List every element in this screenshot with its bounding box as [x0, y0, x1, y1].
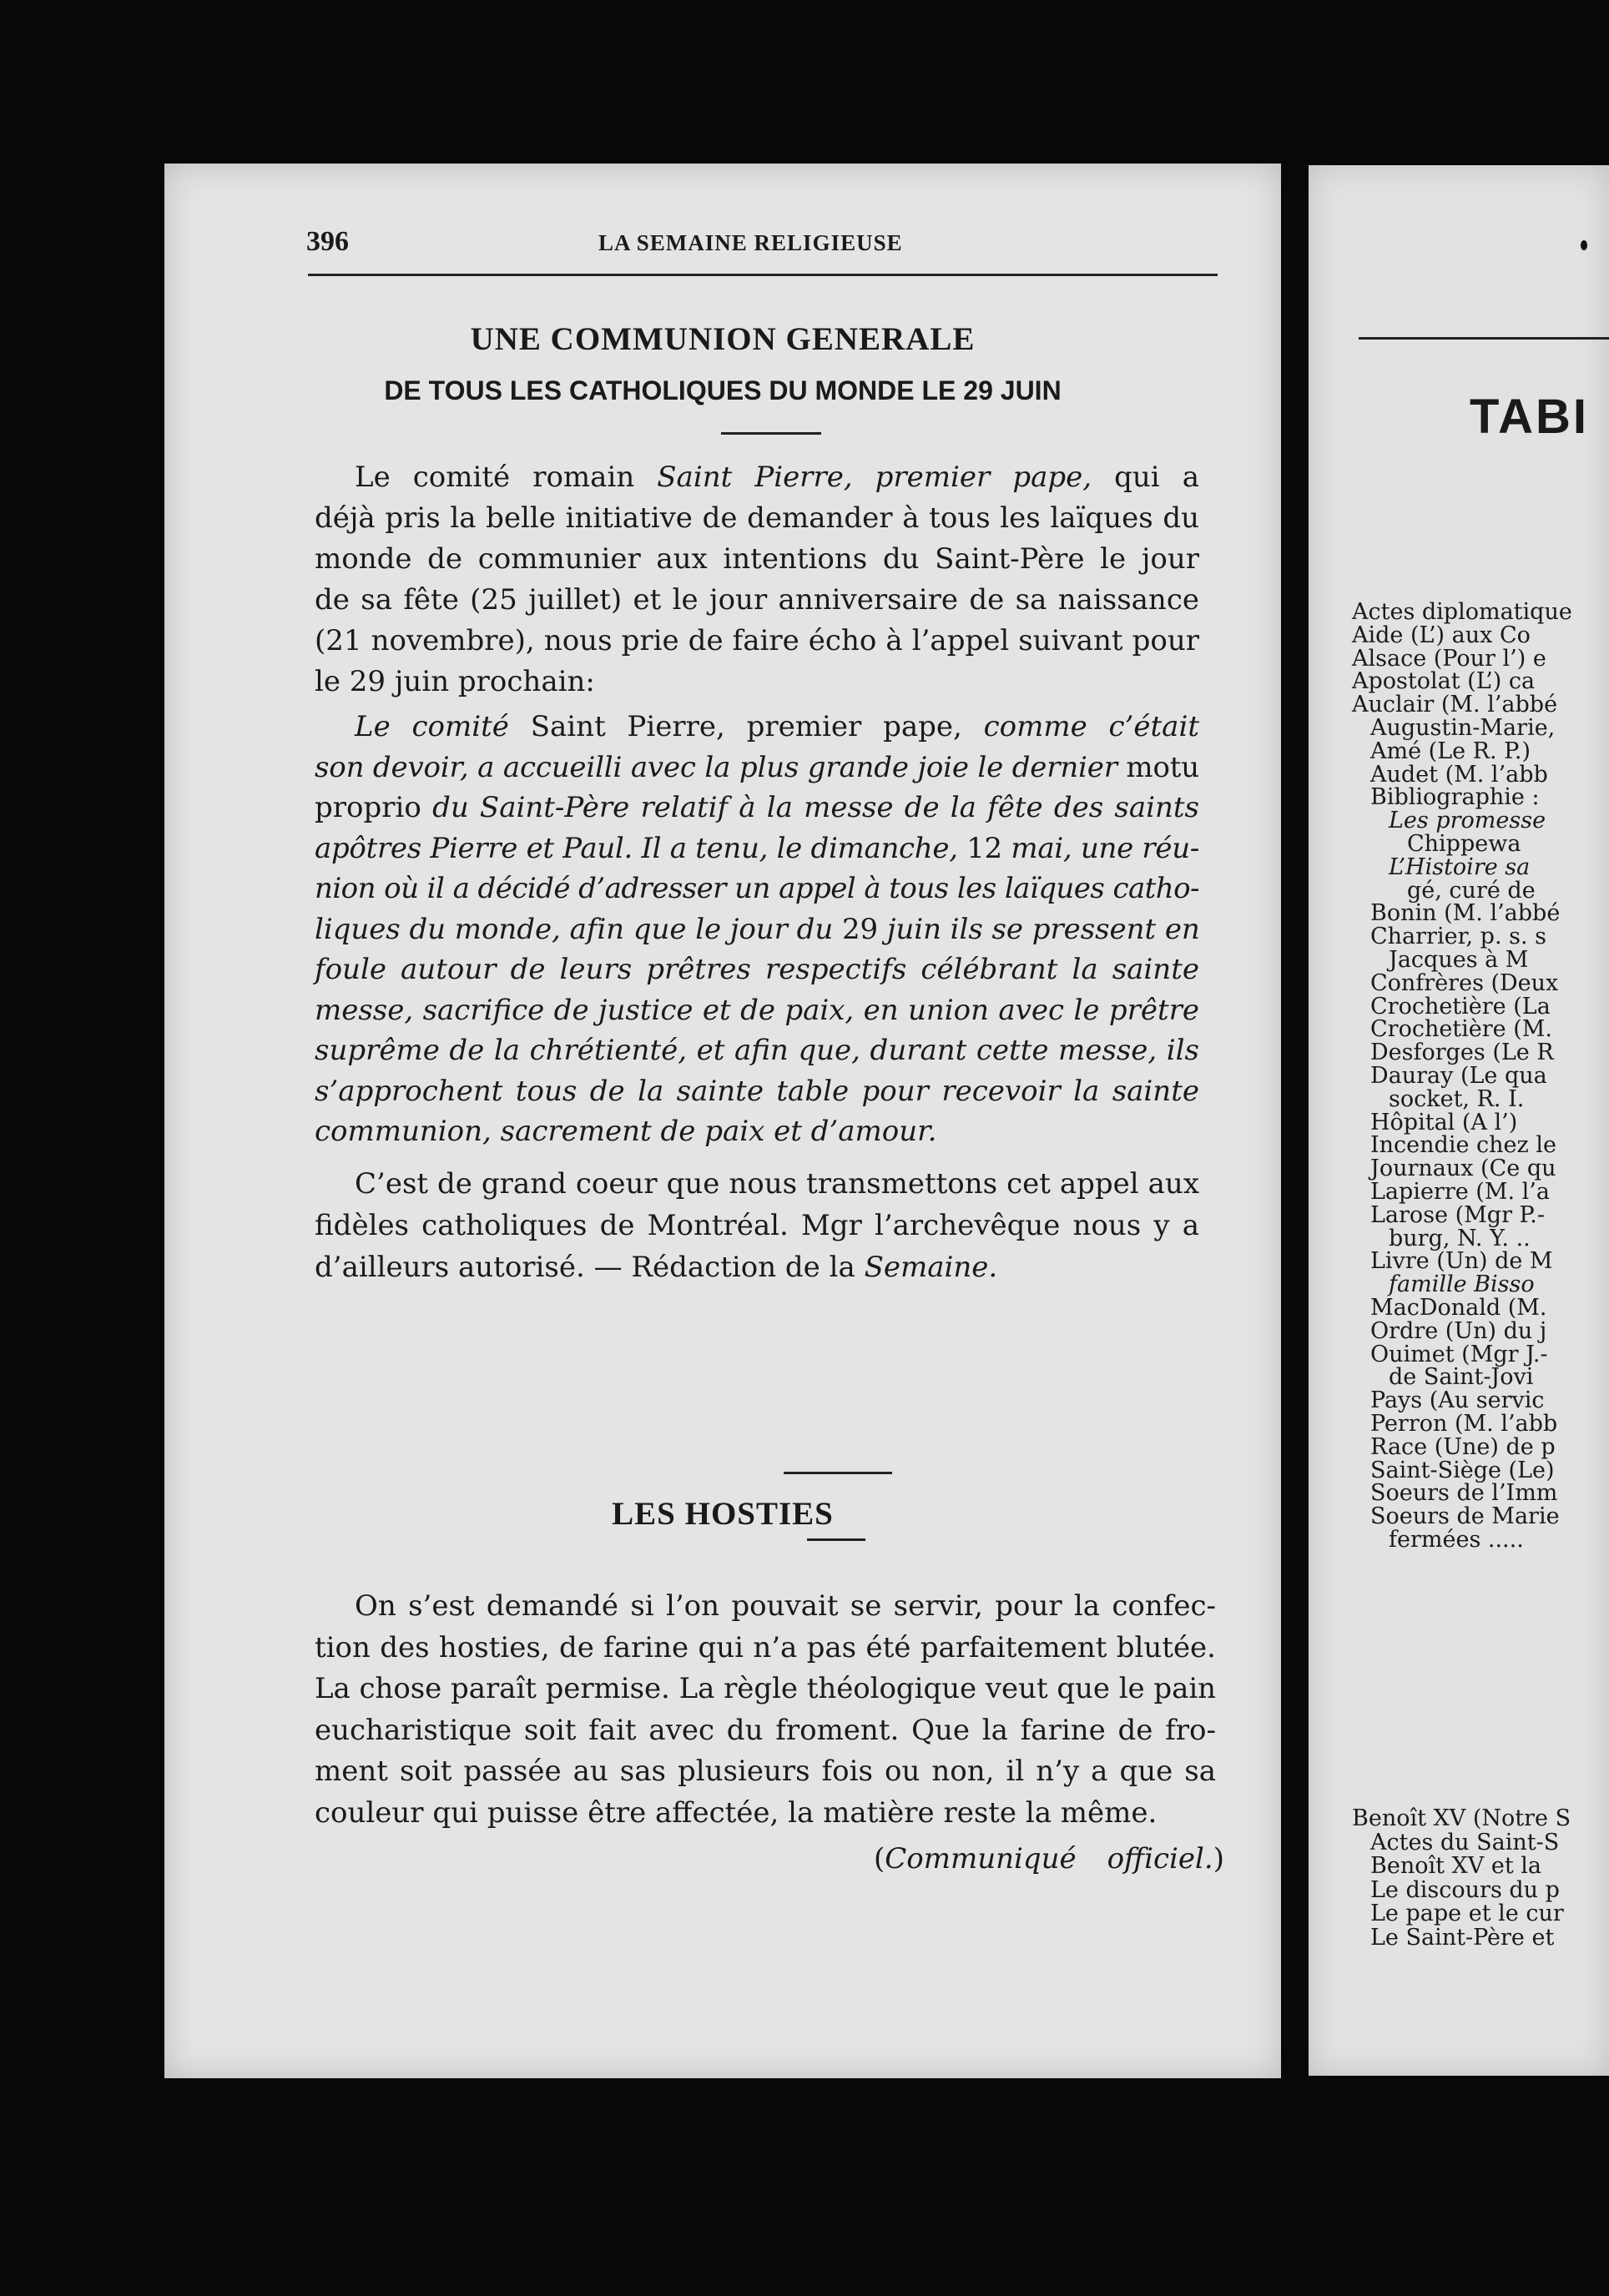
text-line	[315, 542, 1199, 576]
text-run: mai, une réu-	[1011, 831, 1199, 865]
text-line	[315, 1075, 1199, 1108]
page-number: 396	[306, 226, 349, 257]
text-line	[315, 1209, 1199, 1242]
text-run: Saint Pierre, premier pape,	[657, 461, 1092, 494]
text-run: monde de communier aux intentions du Saint-Père le jour	[315, 542, 1199, 576]
article-separator	[784, 1472, 892, 1474]
index-entry: Chippewa	[1407, 831, 1521, 857]
index-entry: Ouimet (Mgr J.-	[1370, 1341, 1548, 1367]
text-line	[315, 624, 1199, 657]
text-run: ment soit passée au sas plusieurs fois ou non, il n’y a que sa	[315, 1755, 1216, 1788]
text-line	[315, 1672, 1216, 1705]
index-entry: Apostolat (L’) ca	[1352, 668, 1536, 695]
text-line	[315, 501, 1199, 535]
text-run: 29	[833, 912, 887, 946]
index-entry: Race (Une) de p	[1370, 1433, 1556, 1460]
index-entry: Dauray (Le qua	[1370, 1063, 1547, 1089]
text-line	[315, 751, 1199, 784]
text-line	[315, 1115, 936, 1148]
text-run: (	[874, 1842, 885, 1876]
text-run: Semaine.	[864, 1251, 998, 1284]
index-entry: Alsace (Pour l’) e	[1352, 645, 1546, 672]
index-entry: Pays (Au servic	[1370, 1387, 1545, 1414]
text-run: tion des hosties, de farine qui n’a pas été parfaitement blutée.	[315, 1630, 1216, 1664]
index-entry: Benoît XV (Notre S	[1352, 1805, 1571, 1831]
text-run: qui a	[1092, 461, 1199, 494]
text-run: messe, sacrifice de justice et de paix, en union avec le prêtre	[315, 993, 1199, 1027]
index-entry: Larose (Mgr P.-	[1370, 1201, 1545, 1228]
index-entry: Livre (Un) de M	[1370, 1248, 1553, 1275]
text-run: proprio	[315, 791, 433, 824]
index-entry: Le discours du p	[1370, 1876, 1560, 1903]
text-run: On s’est demandé si l’on pouvait se servir, pour la confec-	[355, 1589, 1216, 1623]
text-line	[315, 1755, 1216, 1788]
index-entry: Amé (Le R. P.)	[1370, 738, 1531, 764]
running-title: LA SEMAINE RELIGIEUSE	[598, 230, 903, 255]
text-run: déjà pris la belle initiative de demander à tous les laïques du	[315, 501, 1199, 535]
text-line	[874, 1842, 1224, 1876]
index-entry: Crochetière (M.	[1370, 1016, 1553, 1043]
index-entry: Le Saint-Père et	[1370, 1924, 1555, 1951]
index-entry: Confrères (Deux	[1370, 969, 1559, 996]
text-run: son devoir, a accueilli avec la plus grande joie le dernier	[315, 750, 1117, 784]
index-entry: Crochetière (La	[1370, 993, 1551, 1020]
index-entry: gé, curé de	[1407, 877, 1536, 904]
right-page	[1309, 165, 1609, 2076]
index-entry: Actes du Saint-S	[1370, 1829, 1560, 1855]
text-line	[355, 461, 1199, 494]
index-entry: Jacques à M	[1389, 947, 1529, 973]
text-line	[315, 1631, 1216, 1664]
right-header-rule	[1359, 337, 1609, 340]
index-entry: Soeurs de l’Imm	[1370, 1480, 1558, 1507]
index-entry: Charrier, p. s. s	[1370, 924, 1547, 950]
text-line	[315, 832, 1199, 865]
index-entry: Benoît XV et la	[1370, 1853, 1541, 1879]
article2-title: LES HOSTIES	[612, 1496, 834, 1532]
index-entry: Journaux (Ce qu	[1370, 1156, 1556, 1182]
text-line	[355, 1589, 1216, 1623]
text-run: suprême de la chrétienté, et afin que, durant cette messe, ils	[315, 1034, 1199, 1067]
index-entry: de Saint-Jovi	[1389, 1364, 1534, 1391]
text-run: apôtres Pierre et Paul. Il a tenu, le dimanche,	[315, 831, 958, 865]
text-run: comme c’était	[983, 710, 1199, 743]
index-entry: Augustin-Marie,	[1370, 715, 1556, 741]
text-run: Saint Pierre, premier pape,	[508, 710, 984, 743]
article1-subtitle: DE TOUS LES CATHOLIQUES DU MONDE LE 29 JUIN	[384, 375, 1062, 405]
index-entry: Auclair (M. l’abbé	[1352, 692, 1558, 718]
index-entry: burg, N. Y. ..	[1389, 1225, 1531, 1251]
text-run: liques du monde, afin que le jour du	[315, 912, 834, 946]
title-separator	[721, 432, 821, 435]
text-run: Le comité	[355, 710, 509, 743]
text-run: Le comité romain	[355, 461, 658, 494]
text-run: s’approchent tous de la sainte table pour recevoir la sainte	[315, 1074, 1199, 1108]
text-line	[315, 1034, 1199, 1067]
text-run: )	[1213, 1842, 1224, 1876]
index-entry: socket, R. I.	[1389, 1085, 1525, 1112]
index-entry: Desforges (Le R	[1370, 1040, 1554, 1066]
text-run: d’ailleurs autorisé. — Rédaction de la	[315, 1251, 865, 1284]
text-run: foule autour de leurs prêtres respectifs célébrant la sainte	[315, 953, 1199, 986]
index-entry: Bonin (M. l’abbé	[1370, 900, 1561, 927]
text-run: eucharistique soit fait avec du froment. Que la farine de fro-	[315, 1713, 1216, 1747]
text-line	[315, 1714, 1216, 1747]
index-entry: Les promesse	[1389, 808, 1546, 834]
article2-separator	[807, 1538, 865, 1541]
header-rule	[308, 274, 1218, 276]
index-entry: Ordre (Un) du j	[1370, 1317, 1547, 1344]
index-entry: Actes diplomatique	[1352, 599, 1572, 625]
index-entry: Bibliographie :	[1370, 784, 1540, 811]
text-line	[315, 872, 1199, 905]
text-run: 12	[957, 831, 1011, 865]
index-entry: Soeurs de Marie	[1370, 1503, 1560, 1530]
index-entry: fermées .....	[1389, 1527, 1524, 1553]
text-run: La chose paraît permise. La règle théologique veut que le pain	[315, 1672, 1216, 1705]
text-run: motu	[1117, 750, 1199, 784]
text-run: couleur qui puisse être affectée, la matière reste la même.	[315, 1795, 1158, 1830]
index-entry: Aide (L’) aux Co	[1352, 622, 1531, 648]
text-run: fidèles catholiques de Montréal. Mgr l’archevêque nous y a	[315, 1209, 1199, 1242]
text-line	[315, 913, 1200, 946]
text-line	[315, 994, 1199, 1027]
index-entry: Incendie chez le	[1370, 1132, 1556, 1159]
text-line	[355, 710, 1199, 743]
left-page	[164, 164, 1281, 2078]
index-entry: Lapierre (M. l’a	[1370, 1179, 1550, 1205]
text-run: nion où il a décidé d’adresser un appel à tous les laïques catho-	[315, 872, 1199, 905]
text-run: le 29 juin prochain:	[315, 665, 595, 698]
text-run: Communiqué officiel.	[885, 1842, 1213, 1876]
text-line	[315, 791, 1199, 824]
index-entry: Le pape et le cur	[1370, 1901, 1564, 1926]
index-entry: Hôpital (A l’)	[1370, 1109, 1518, 1135]
text-run: du Saint-Père relatif à la messe de la fête des saints	[432, 791, 1199, 824]
text-run: juin ils se pressent en	[886, 912, 1200, 946]
index-entry: famille Bisso	[1389, 1271, 1535, 1298]
right-page-title: TABI	[1470, 390, 1590, 444]
text-line	[355, 1167, 1199, 1201]
text-line	[315, 1796, 1157, 1830]
text-run: communion, sacrement de paix et d’amour.	[315, 1115, 937, 1148]
text-run: (21 novembre), nous prie de faire écho à l’appel suivant pour	[315, 624, 1199, 657]
text-line	[315, 953, 1199, 986]
article1-title: UNE COMMUNION GENERALE	[470, 321, 976, 357]
index-entry: MacDonald (M.	[1370, 1295, 1547, 1321]
index-entry: Saint-Siège (Le)	[1370, 1457, 1555, 1483]
index-entry: Audet (M. l’abb	[1370, 761, 1548, 788]
index-entry: L’Histoire sa	[1389, 853, 1531, 880]
text-line	[315, 1251, 997, 1284]
ink-dot	[1581, 240, 1587, 250]
text-run: C’est de grand coeur que nous transmettons cet appel aux	[355, 1167, 1199, 1201]
text-line	[315, 583, 1199, 617]
text-line	[315, 665, 595, 698]
index-entry: Perron (M. l’abb	[1370, 1411, 1558, 1437]
text-run: de sa fête (25 juillet) et le jour anniversaire de sa naissance	[315, 583, 1199, 617]
